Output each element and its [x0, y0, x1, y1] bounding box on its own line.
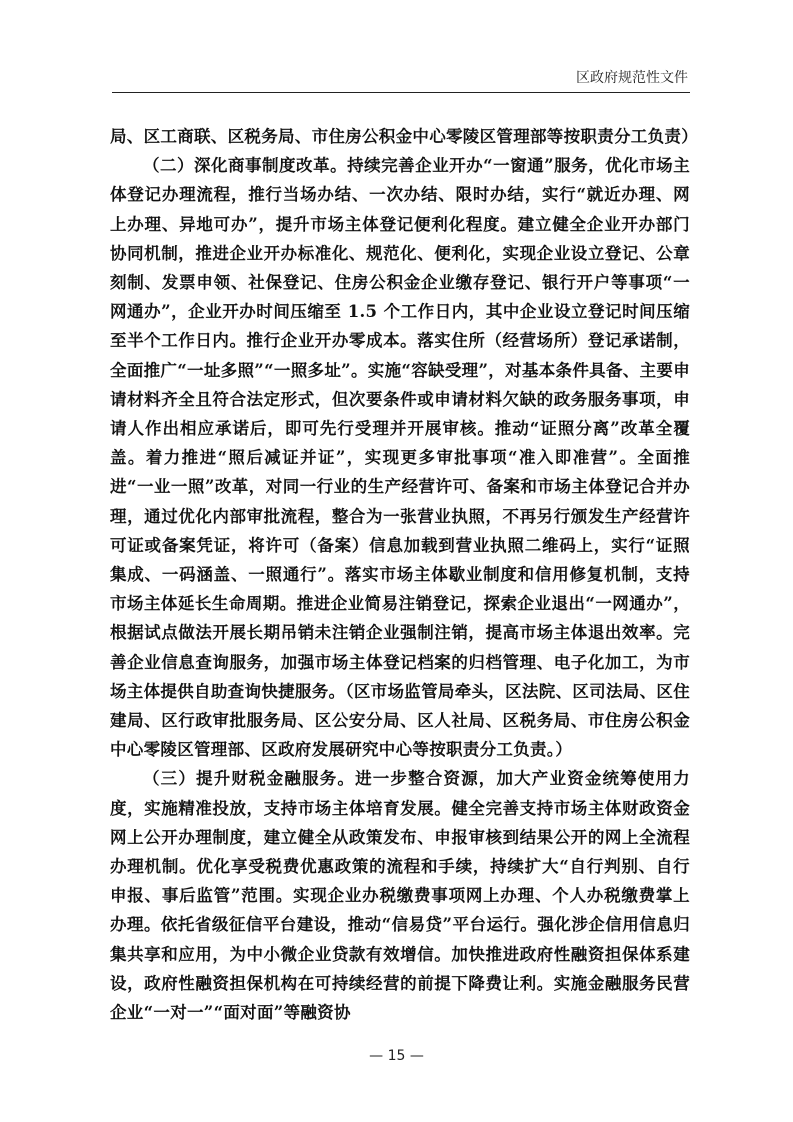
page-header [112, 70, 690, 93]
paragraph-fiscal-finance: （三）提升财税金融服务。进一步整合资源，加大产业资金统筹使用力度，实施精准投放，支持市场主体培育发展。健全完善支持市场主体财政资金网上公开办理制度，建立健全从政策发布、申报审核到结果公开的网上全流程办理机制。优化享受税费优惠政策的流程和手续，持续扩大“自行判别、自行申报、事后监管”范围。实现企业办税缴费事项网上办理、个人办税缴费掌上办理。依托省级征信平台建设，推动“信易贷”平台运行。强化涉企信用信息归集共享和应用，为中小微企业贷款有效增信。加快推进政府性融资担保体系建设，政府性融资担保机构在可持续经营的前提下降费让利。实施金融服务民营企业“一对一”“面对面”等融资协 [110, 769, 690, 1023]
document-body [110, 122, 698, 1027]
header-label: 区政府规范性文件 [576, 70, 688, 86]
paragraph-continuation: 局、区工商联、区税务局、市住房公积金中心零陵区管理部等按职责分工负责） [110, 127, 698, 146]
paragraph-commercial-reform: （二）深化商事制度改革。持续完善企业开办“一窗通”服务，优化市场主体登记办理流程，推行当场办结、一次办结、限时办结，实行“就近办理、网上办理、异地可办”，提升市场主体登记便利化程度。建立健全企业开办部门协同机制，推进企业开办标准化、规范化、便利化，实现企业设立登记、公章刻制、发票申领、社保登记、住房公积金企业缴存登记、银行开户等事项“一网通办”，企业开办时间压缩至 1.5 个工作日内，其中企业设立登记时间压缩至半个工作日内。推行企业开办零成本。落实住所（经营场所）登记承诺制，全面推广“一址多照”“一照多址”。实施“容缺受理”，对基本条件具备、主要申请材料齐全且符合法定形式，但次要条件或申请材料欠缺的政务服务事项，申请人作出相应承诺后，即可先行受理并开展审核。推动“证照分离”改革全覆盖。着力推进“照后减证并证”，实现更多审批事项“准入即准营”。全面推进“一业一照”改革，对同一行业的生产经营许可、备案和市场主体登记合并办理，通过优化内部审批流程，整合为一张营业执照，不再另行颁发生产经营许可证或备案凭证，将许可（备案）信息加载到营业执照二维码上，实行“证照集成、一码涵盖、一照通行”。落实市场主体歇业制度和信用修复机制，支持市场主体延长生命周期。推进企业简易注销登记，探索企业退出“一网通办”，根据试点做法开展长期吊销未注销企业强制注销，提高市场主体退出效率。完善企业信息查询服务，加强市场主体登记档案的归档管理、电子化加工，为市场主体提供自助查询快捷服务。（区市场监管局牵头，区法院、区司法局、区住建局、区行政审批服务局、区公安分局、区人社局、区税务局、市住房公积金中心零陵区管理部、区政府发展研究中心等按职责分工负责。） [110, 156, 690, 760]
page-number: — 15 — [369, 1048, 424, 1064]
